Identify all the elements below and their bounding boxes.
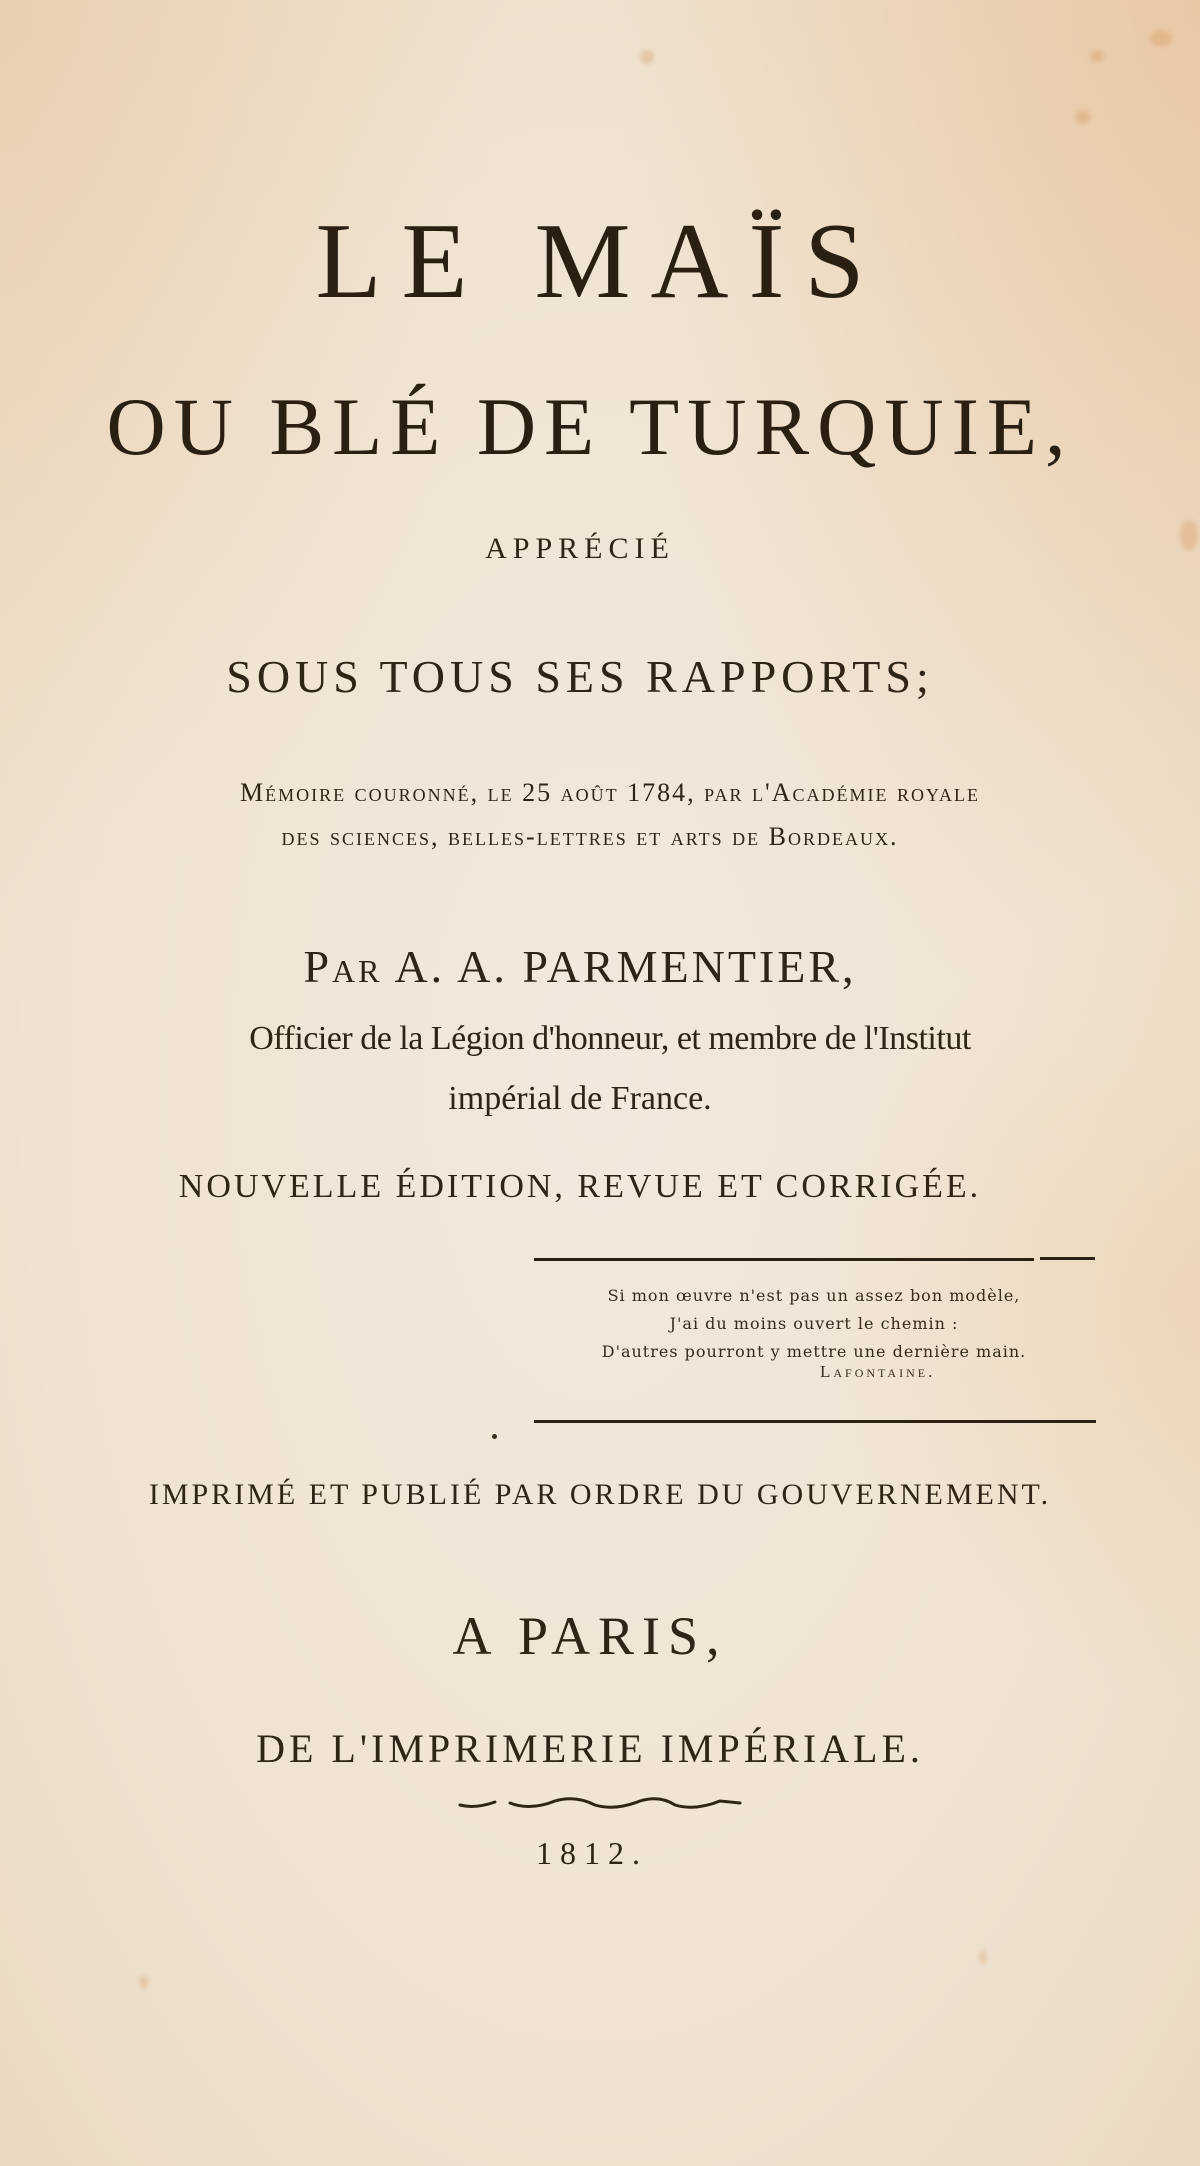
publication-year: 1812. [536, 1835, 648, 1871]
foxing-spot [140, 1975, 148, 1989]
foxing-spot [1180, 520, 1198, 550]
author-titles-line-1: Officier de la Légion d'honneur, et membre de l'Institut [249, 1020, 971, 1057]
foxing-spot [980, 1950, 986, 1964]
author-name: A. A. PARMENTIER, [394, 941, 857, 992]
epigraph-line: J'ai du moins ouvert le chemin : [669, 1314, 959, 1333]
epigraph-top-rule [534, 1258, 1034, 1261]
epigraph-top-rule-end [1040, 1257, 1095, 1260]
foxing-spot [1150, 30, 1172, 46]
memoire-line-2: des sciences, belles-lettres et arts de Bordeaux. [281, 822, 899, 851]
epigraph-line: D'autres pourront y mettre une dernière main. [601, 1342, 1027, 1361]
author-titles-line-2: impérial de France. [448, 1080, 712, 1117]
title-line-2: OU BLÉ DE TURQUIE, [106, 381, 1074, 472]
subtitle-rapports: SOUS TOUS SES RAPPORTS; [226, 651, 934, 702]
place-of-publication: A PARIS, [452, 1606, 728, 1666]
memoire-line-1: Mémoire couronné, le 25 août 1784, par l'Académie royale [240, 778, 980, 807]
title-line-1: LE MAÏS [315, 202, 885, 321]
printer: DE L'IMPRIMERIE IMPÉRIALE. [256, 1726, 924, 1771]
epigraph [534, 1282, 1094, 1366]
imprint-note: IMPRIMÉ ET PUBLIÉ PAR ORDRE DU GOUVERNEMENT. [148, 1478, 1052, 1511]
foxing-spot [640, 50, 654, 64]
foxing-spot [1075, 110, 1091, 124]
wave-ornament-icon [450, 1795, 750, 1815]
subtitle-apprecie: APPRÉCIÉ [485, 532, 675, 565]
author-prefix: Par [303, 941, 383, 992]
edition-statement: NOUVELLE ÉDITION, REVUE ET CORRIGÉE. [178, 1168, 982, 1205]
epigraph-bottom-rule [534, 1420, 1096, 1423]
author-line [0, 940, 1180, 993]
ink-speck [492, 1434, 497, 1439]
foxing-spot [1090, 50, 1104, 62]
epigraph-line: Si mon œuvre n'est pas un assez bon modèle, [607, 1286, 1021, 1305]
epigraph-attribution: Lafontaine. [820, 1362, 936, 1381]
